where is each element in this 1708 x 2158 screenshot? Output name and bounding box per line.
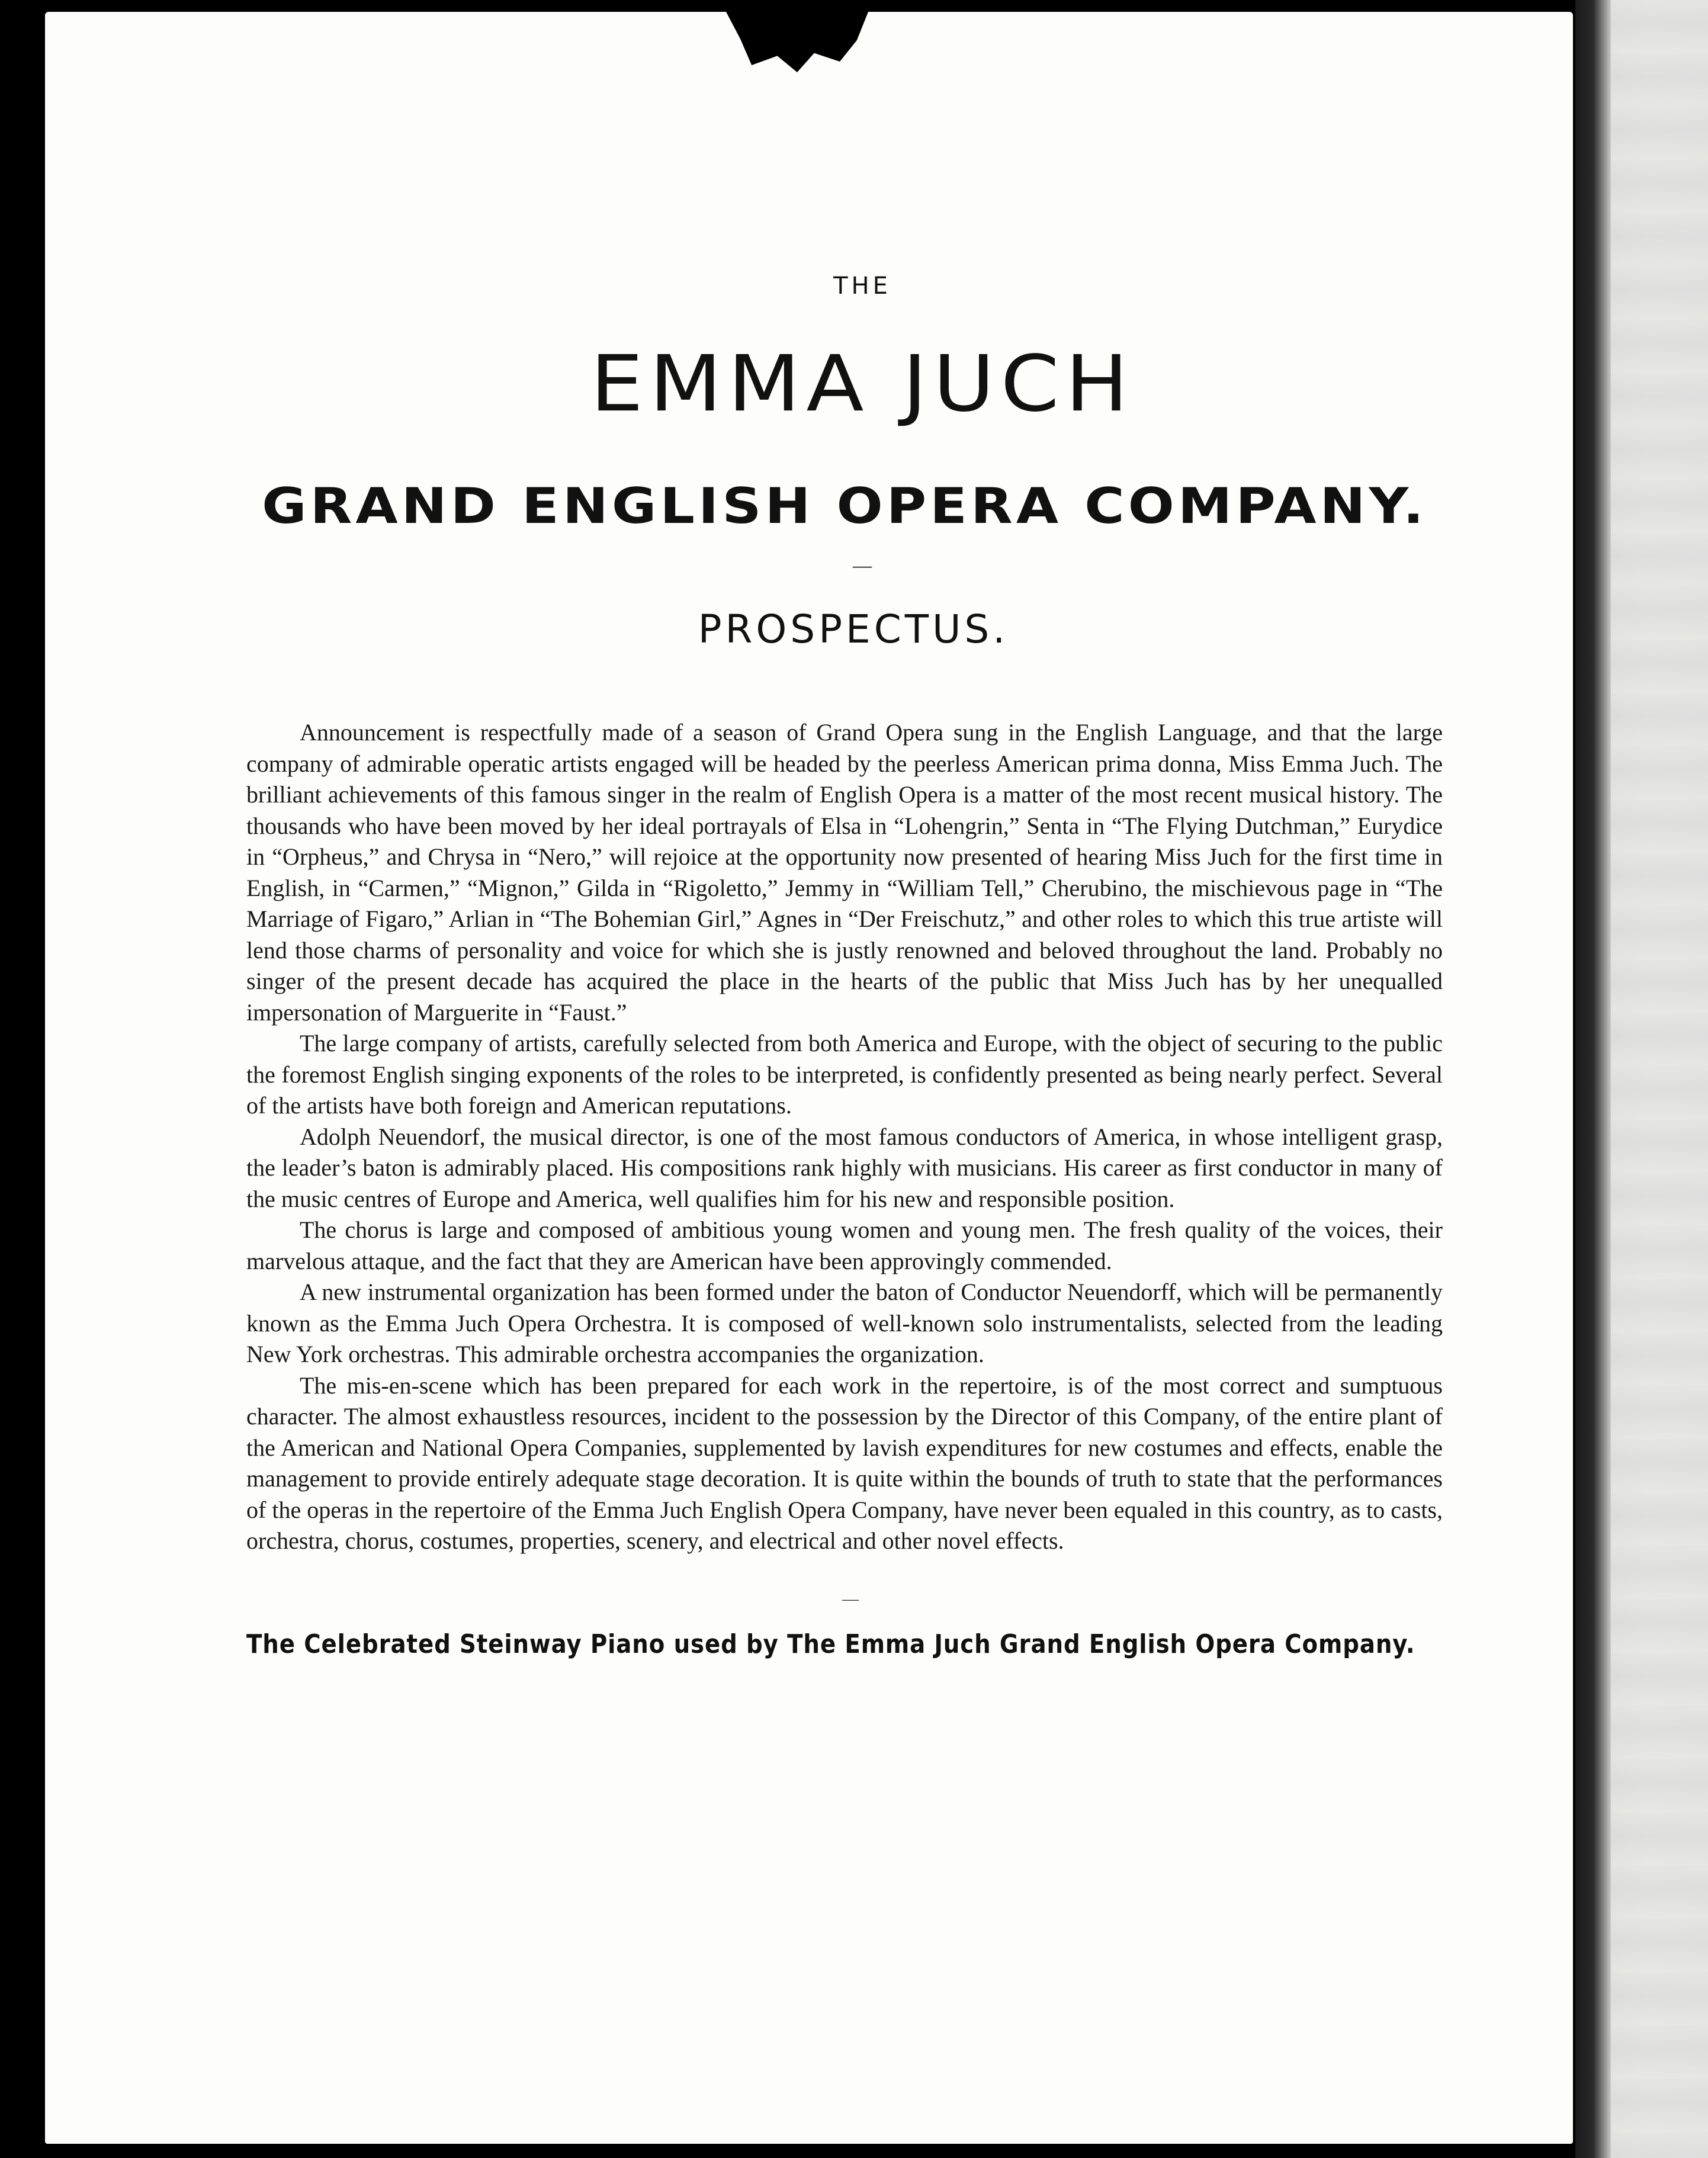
paragraph: Announcement is respectfully made of a season of Grand Opera sung in the English Language, and that the large company of admirable operatic artists engaged will be headed by the peerless American prima donna, Miss Emma Juch. The brilliant achievements of this famous singer in the realm of English Opera is a matter of the most recent musical history. The thousands who have been moved by her ideal portrayals of Elsa in “Lohengrin,” Senta in “The Flying Dutchman,” Eurydice in “Orpheus,” and Chrysa in “Nero,” will rejoice at the opportunity now presented of hearing Miss Juch for the first time in English, in “Carmen,” “Mignon,” Gilda in “Rigoletto,” Jemmy in “William Tell,” Cherubino, the mischievous page in “The Marriage of Figaro,” Arlian in “The Bohemian Girl,” Agnes in “Der Freischutz,” and other roles to which this true artiste will lend those charms of personality and voice for which she is justly renowned and beloved throughout the land. Probably no singer of the present decade has acquired the place in the hearts of the public that Miss Juch has by her unequalled impersonation of Marguerite in “Faust.” — [246, 719, 1443, 1026]
paragraph: The large company of artists, carefully selected from both America and Europe, with the object of securing to the public the foremost English singing exponents of the roles to be interpreted, is confidently presented as being nearly perfect. Several of the artists have both foreign and American reputations. — [246, 1030, 1443, 1119]
page-title: EMMA JUCH — [590, 339, 1135, 429]
paragraph: The chorus is large and composed of ambitious young women and young men. The fresh quality of the voices, their marvelous attaque, and the fact that they are American have been approvingly commended. — [246, 1216, 1443, 1274]
pre-title: THE — [833, 272, 891, 300]
adjacent-page-texture — [1611, 0, 1708, 2158]
footer-notice: The Celebrated Steinway Piano used by The Emma Juch Grand English Opera Company. — [246, 1629, 1415, 1659]
paragraph: The mis-en-scene which has been prepared for each work in the repertoire, is of the most correct and sumptuous character. The almost exhaustless resources, incident to the possession by the Director of this Company, of the entire plant of the American and National Opera Companies, supplemented by lavish expenditures for new costumes and effects, enable the management to provide entirely adequate stage decoration. It is quite within the bounds of truth to state that the performances of the operas in the repertoire of the Emma Juch English Opera Company, have never been equaled in this country, as to casts, orchestra, chorus, costumes, properties, scenery, and electrical and other novel effects. — [246, 1372, 1443, 1554]
footer-separator: — — [842, 1589, 859, 1608]
document-page — [45, 12, 1573, 2144]
section-heading: PROSPECTUS. — [698, 606, 1009, 652]
paragraph: A new instrumental organization has been formed under the baton of Conductor Neuendorff, which will be permanently known as the Emma Juch Opera Orchestra. It is composed of well-known solo instrumentalists, selected from the leading New York orchestras. This admirable orchestra accompanies the organization. — [246, 1279, 1443, 1367]
page-content — [246, 272, 1443, 1659]
torn-edge — [726, 12, 868, 83]
paragraph: Adolph Neuendorf, the musical director, is one of the most famous conductors of America, in whose intelligent grasp, the leader’s baton is admirably placed. His compositions rank highly with musicians. His career as first conductor in many of the music centres of Europe and America, well qualifies him for his new and responsible position. — [246, 1123, 1443, 1212]
page-subtitle: GRAND ENGLISH OPERA COMPANY. — [262, 477, 1427, 535]
header-separator: — — [853, 554, 872, 576]
body-text — [246, 717, 1443, 1557]
adjacent-page-edge — [1575, 0, 1708, 2158]
